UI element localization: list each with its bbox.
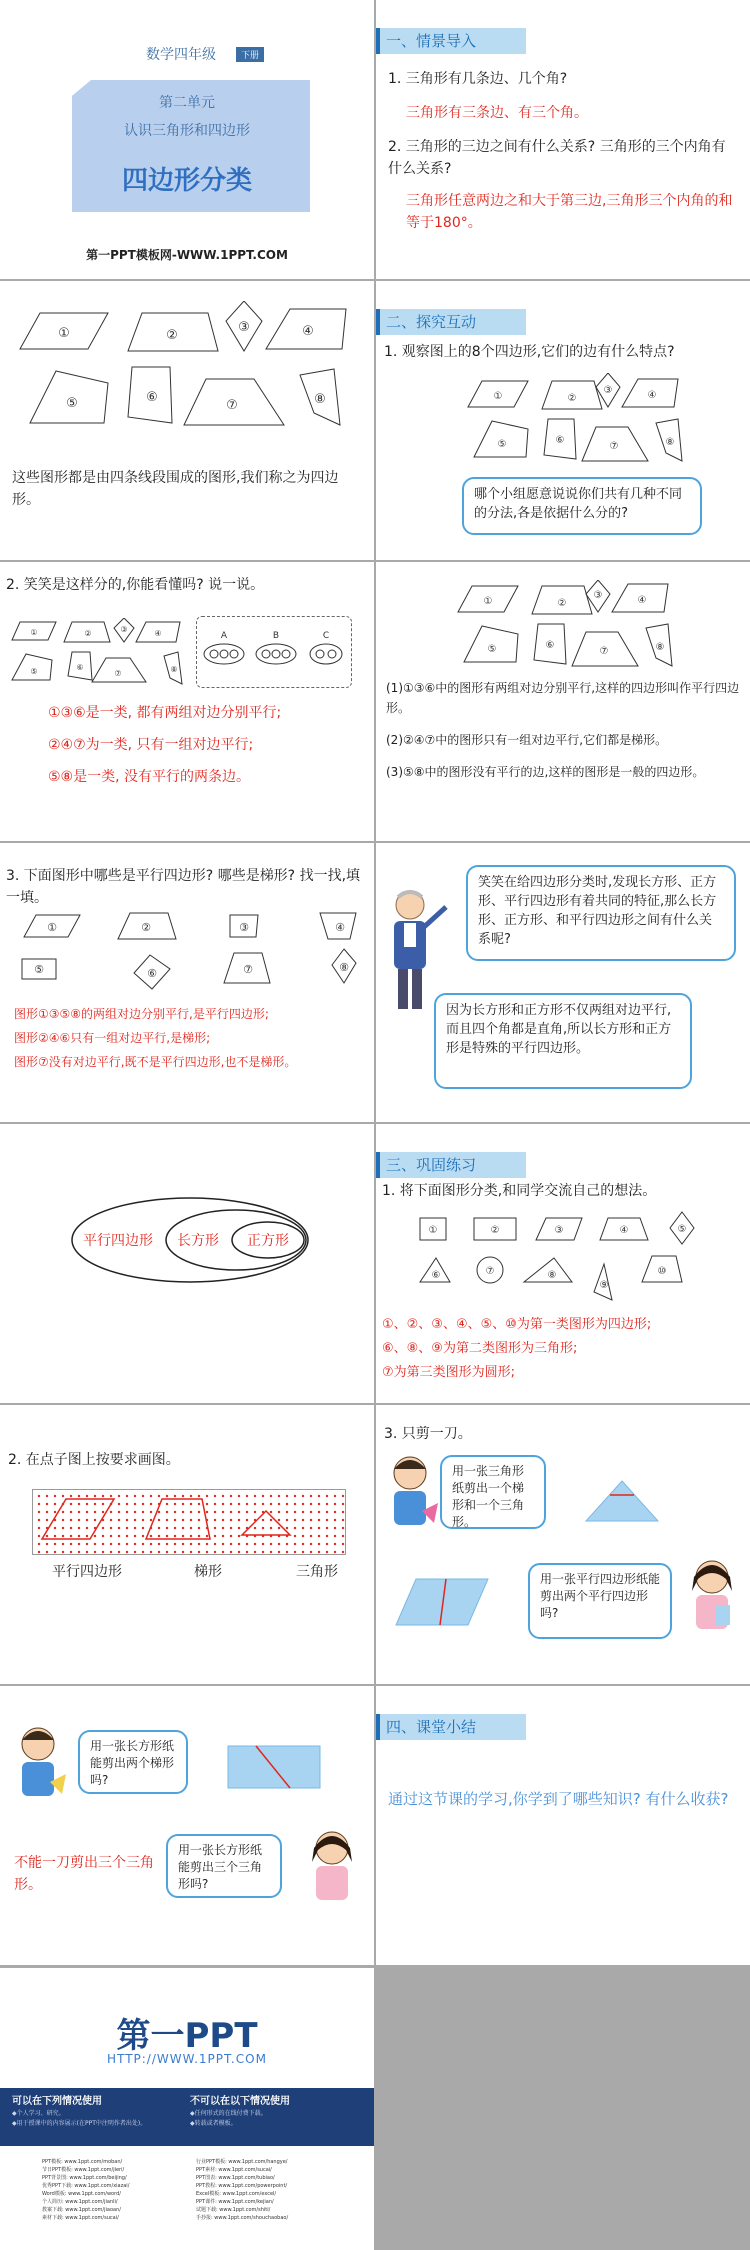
svg-text:⑦: ⑦ (609, 441, 619, 452)
question-bubble: 笑笑在给四边形分类时,发现长方形、正方形、平行四边形有着共同的特征,那么长方形、正方形、和平行四边形之间有什么关系呢? (466, 865, 736, 961)
svg-text:④: ④ (637, 595, 647, 606)
svg-text:④: ④ (647, 390, 657, 401)
svg-text:⑩: ⑩ (657, 1266, 667, 1277)
parallelogram-label: 平行四边形 (83, 1233, 153, 1249)
question: 3. 只剪一刀。 (384, 1426, 472, 1442)
svg-text:⑤: ⑤ (677, 1224, 687, 1235)
svg-text:⑦: ⑦ (243, 963, 253, 976)
shape-6-label: ⑥ (146, 390, 158, 405)
logo-url: HTTP://WWW.1PPT.COM (107, 2052, 267, 2066)
girl-figure (302, 1826, 362, 1916)
cannot-use-title: 不可以在以下情况使用 (190, 2096, 290, 2107)
slide-dot-grid (0, 1405, 374, 1684)
mixed-shapes (416, 1208, 716, 1308)
point-3: (3)⑤⑧中的图形没有平行的边,这样的图形是一般的四边形。 (386, 765, 705, 779)
dot-grid-drawings (32, 1489, 344, 1553)
girl-figure (682, 1555, 742, 1645)
section-header: 一、情景导入 (376, 28, 526, 54)
answer: 不能一刀剪出三个三角形。 (14, 1855, 154, 1893)
answer-bubble: 因为长方形和正方形不仅两组对边平行,而且四个角都是直角,所以长方形和正方形是特殊的平行四边形。 (434, 993, 692, 1089)
link-item[interactable]: PPT模板: www.1ppt.com/moban/ (42, 2159, 123, 2165)
svg-text:③: ③ (120, 625, 128, 634)
svg-text:⑧: ⑧ (170, 665, 178, 674)
grouping-ovals (196, 616, 350, 686)
svg-text:⑥: ⑥ (147, 967, 157, 980)
links-right (196, 2158, 288, 2222)
answer-2: ②④⑦为一类, 只有一组对边平行; (48, 737, 254, 753)
boy-figure (382, 1451, 442, 1541)
svg-text:⑥: ⑥ (545, 640, 555, 651)
svg-text:③: ③ (593, 590, 603, 601)
link-item[interactable]: Word模板: www.1ppt.com/word/ (42, 2191, 121, 2197)
question-1: 1. 三角形有几条边、几个角? (388, 71, 568, 87)
shape-8-label: ⑧ (314, 392, 326, 407)
can-use-title: 可以在下列情况使用 (12, 2096, 102, 2107)
answer-1: 三角形有三条边、有三个角。 (406, 105, 588, 121)
triangle-paper (582, 1477, 662, 1527)
answer-2: 图形②④⑥只有一组对边平行,是梯形; (14, 1031, 211, 1045)
svg-text:②: ② (567, 393, 577, 404)
quadrilateral-shapes (446, 580, 686, 680)
quadrilateral-shapes (0, 301, 374, 481)
slide-credits (0, 1968, 374, 2250)
svg-text:①: ① (30, 628, 38, 637)
drawn-triangle (242, 1511, 290, 1535)
slide-rectangle-cut (0, 1686, 374, 1965)
link-item[interactable]: 素材下载: www.1ppt.com/sucai/ (42, 2215, 119, 2221)
slide-one-cut (376, 1405, 750, 1684)
link-item[interactable]: 行业PPT模板: www.1ppt.com/hangye/ (196, 2159, 288, 2165)
summary-text: 通过这节课的学习,你学到了哪些知识? 有什么收获? (388, 1790, 729, 1808)
shape-3-label: ③ (238, 320, 250, 335)
svg-text:⑧: ⑧ (655, 642, 665, 653)
logo: 第一PPT (116, 2016, 258, 2056)
svg-text:②: ② (141, 921, 151, 934)
answer-1: ①、②、③、④、⑤、⑩为第一类图形为四边形; (382, 1317, 652, 1332)
lesson-title: 四边形分类 (121, 166, 252, 196)
grade-label: 数学四年级 (146, 47, 216, 63)
svg-text:⑤: ⑤ (34, 963, 44, 976)
svg-text:③: ③ (603, 385, 613, 396)
link-item[interactable]: PPT素材: www.1ppt.com/sucai/ (196, 2167, 272, 2173)
link-item[interactable]: 优秀PPT下载: www.1ppt.com/xiazai/ (42, 2183, 130, 2189)
svg-text:④: ④ (619, 1225, 629, 1236)
svg-text:①: ① (493, 391, 503, 402)
venn-diagram (0, 1124, 374, 1403)
slide-explore (376, 281, 750, 560)
unit-label: 第二单元 (159, 95, 215, 111)
site-label: 第一PPT模板网-WWW.1PPT.COM (86, 248, 288, 262)
slide-practice (376, 1124, 750, 1403)
label-trapezoid: 梯形 (194, 1564, 222, 1580)
question: 2. 在点子图上按要求画图。 (8, 1452, 180, 1468)
label-triangle: 三角形 (296, 1564, 338, 1580)
link-item[interactable]: PPT背景图: www.1ppt.com/beijing/ (42, 2175, 127, 2181)
slide-title (0, 0, 374, 279)
quadrilateral-shapes (6, 618, 196, 698)
question-bubble: 哪个小组愿意说说你们共有几种不同的分法,各是依据什么分的? (462, 477, 702, 535)
can-use-item-2: ◆用于授课中的内容展示(在PPT中注明作者出处)。 (12, 2120, 147, 2127)
svg-text:⑥: ⑥ (555, 435, 565, 446)
svg-text:⑧: ⑧ (339, 961, 349, 974)
link-item[interactable]: Excel模板: www.1ppt.com/excel/ (196, 2191, 277, 2197)
slide-quadrilaterals (0, 281, 374, 560)
link-item[interactable]: 教案下载: www.1ppt.com/jiaoan/ (42, 2207, 121, 2213)
shape-5-label: ⑤ (66, 396, 78, 411)
slide-venn (0, 1124, 374, 1403)
link-item[interactable]: 节日PPT模板: www.1ppt.com/jieri/ (42, 2167, 125, 2173)
unit-title: 认识三角形和四边形 (124, 123, 250, 139)
rectangle-paper (226, 1744, 322, 1792)
group-a-label: A (220, 631, 228, 641)
answer-2: 三角形任意两边之和大于第三边,三角形三个内角的和等于180°。 (406, 193, 733, 231)
group-c-label: C (322, 631, 330, 641)
svg-text:⑦: ⑦ (114, 669, 122, 678)
drawn-parallelogram (42, 1499, 114, 1539)
answer-3: ⑦为第三类图形为圆形; (382, 1365, 516, 1380)
slide-summary (376, 1686, 750, 1965)
question: 1. 观察图上的8个四边形,它们的边有什么特点? (384, 344, 675, 360)
svg-text:④: ④ (335, 921, 345, 934)
answer-2: ⑥、⑧、⑨为第二类图形为三角形; (382, 1341, 578, 1356)
svg-text:②: ② (557, 598, 567, 609)
section-header: 二、探究互动 (376, 309, 526, 335)
svg-text:②: ② (490, 1225, 500, 1236)
label-parallelogram: 平行四边形 (52, 1564, 122, 1580)
answer-3: ⑤⑧是一类, 没有平行的两条边。 (48, 769, 251, 785)
section-header: 四、课堂小结 (376, 1714, 526, 1740)
svg-text:⑦: ⑦ (485, 1266, 495, 1277)
svg-text:⑧: ⑧ (665, 437, 675, 448)
answer-3: 图形⑦没有对边平行,既不是平行四边形,也不是梯形。 (14, 1055, 297, 1069)
svg-text:②: ② (84, 629, 92, 638)
parallelogram-paper (392, 1575, 492, 1629)
square-label: 正方形 (247, 1233, 289, 1249)
trapezoid-question-bubble: 用一张长方形纸能剪出两个梯形吗? (78, 1730, 188, 1794)
quadrilateral-shapes (0, 909, 374, 999)
triangle-bubble: 用一张三角形纸剪出一个梯形和一个三角形。 (440, 1455, 546, 1529)
question-2: 2. 三角形的三边之间有什么关系? 三角形的三个内角有什么关系? (388, 139, 726, 177)
svg-text:①: ① (428, 1225, 438, 1236)
question: 2. 笑笑是这样分的,你能看懂吗? 说一说。 (6, 577, 265, 593)
link-item[interactable]: PPT课件: www.1ppt.com/kejian/ (196, 2199, 274, 2205)
svg-text:⑤: ⑤ (487, 644, 497, 655)
link-item[interactable]: PPT教程: www.1ppt.com/powerpoint/ (196, 2183, 288, 2189)
svg-text:④: ④ (154, 629, 162, 638)
slide-xiaoxiao-classify (0, 562, 374, 841)
slide-special-parallelogram (376, 843, 750, 1122)
can-use-item-1: ◆个人学习、研究。 (12, 2110, 65, 2117)
point-1: (1)①③⑥中的图形有两组对边分别平行,这样的四边形叫作平行四边形。 (386, 681, 740, 715)
svg-text:⑥: ⑥ (76, 663, 84, 672)
svg-text:⑤: ⑤ (497, 439, 507, 450)
svg-text:①: ① (47, 921, 57, 934)
triangle-question-bubble: 用一张长方形纸能剪出三个三角形吗? (166, 1834, 282, 1898)
point-2: (2)②④⑦中的图形只有一组对边平行,它们都是梯形。 (386, 733, 668, 747)
boy-figure (10, 1722, 70, 1812)
shape-7-label: ⑦ (226, 398, 238, 413)
shape-4-label: ④ (302, 324, 314, 339)
drawn-trapezoid (146, 1499, 210, 1539)
definition-text: 这些图形都是由四条线段围成的图形,我们称之为四边形。 (12, 470, 339, 508)
cannot-use-item-2: ◆转载或者模板。 (190, 2120, 237, 2127)
svg-text:⑨: ⑨ (599, 1280, 609, 1291)
parallelogram-bubble: 用一张平行四边形纸能剪出两个平行四边形吗? (528, 1563, 672, 1639)
links-left (42, 2158, 129, 2222)
shape-1-label: ① (58, 326, 70, 341)
svg-text:⑤: ⑤ (30, 667, 38, 676)
section-header: 三、巩固练习 (376, 1152, 526, 1178)
answer-1: ①③⑥是一类, 都有两组对边分别平行; (48, 705, 282, 721)
link-item[interactable]: 试题下载: www.1ppt.com/shiti/ (196, 2207, 271, 2213)
svg-text:③: ③ (554, 1225, 564, 1236)
slide-classification-result (376, 562, 750, 841)
rectangle-label: 长方形 (177, 1233, 219, 1249)
volume-badge: 下册 (236, 47, 264, 62)
link-item[interactable]: 个人简历: www.1ppt.com/jianli/ (42, 2199, 118, 2205)
group-b-label: B (272, 631, 280, 641)
link-item[interactable]: PPT图表: www.1ppt.com/tubiao/ (196, 2175, 275, 2181)
answer-1: 图形①③⑤⑧的两组对边分别平行,是平行四边形; (14, 1007, 269, 1021)
svg-text:⑥: ⑥ (431, 1270, 441, 1281)
svg-text:⑦: ⑦ (599, 646, 609, 657)
question: 3. 下面图形中哪些是平行四边形? 哪些是梯形? 找一找,填一填。 (6, 868, 361, 906)
question: 1. 将下面图形分类,和同学交流自己的想法。 (382, 1183, 657, 1199)
link-item[interactable]: 手抄报: www.1ppt.com/shouchaobao/ (196, 2215, 289, 2221)
svg-text:③: ③ (239, 921, 249, 934)
cannot-use-item-1: ◆任何形式的在线付费下载。 (190, 2110, 267, 2117)
slide-intro (376, 0, 750, 279)
slide-find-shapes (0, 843, 374, 1122)
shape-2-label: ② (166, 328, 178, 343)
quadrilateral-shapes (456, 373, 696, 483)
svg-text:①: ① (483, 596, 493, 607)
svg-text:⑧: ⑧ (547, 1270, 557, 1281)
